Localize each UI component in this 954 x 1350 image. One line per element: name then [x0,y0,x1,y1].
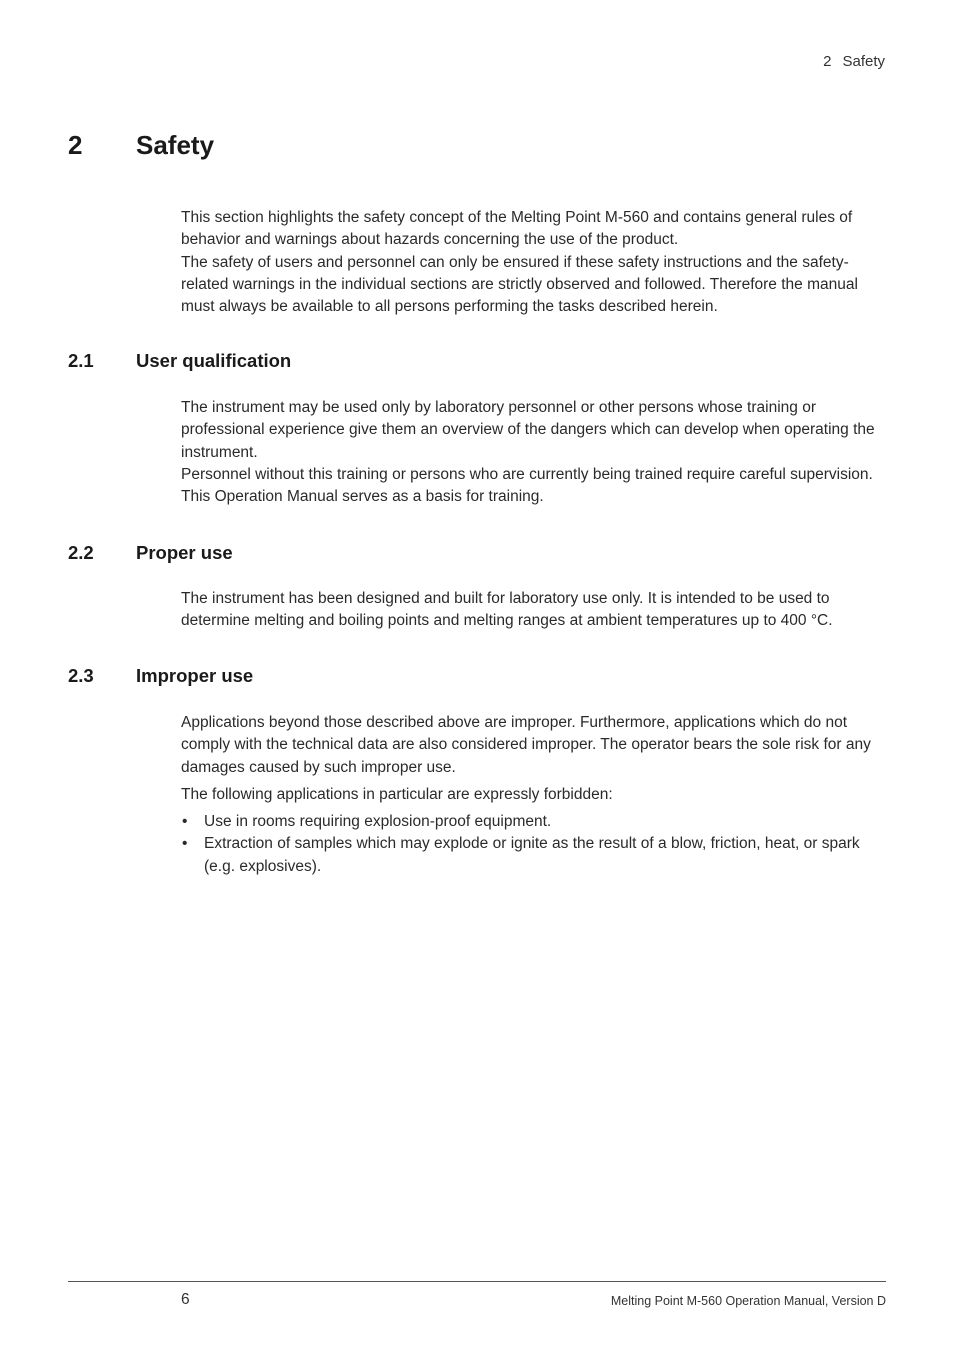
intro-paragraph: This section highlights the safety concept of the Melting Point M-560 and contains general rules of behavior and warnings about hazards concerning the use of the product. [181,209,853,249]
body-paragraph: The instrument may be used only by laboratory personnel or other persons whose training or professional experience give them an overview of the dangers which can develop when operating the instrument. [181,399,875,461]
footer-divider [68,1281,886,1282]
section-number: 2.1 [68,350,94,371]
footer-document-title: Melting Point M-560 Operation Manual, Version D [610,1294,886,1308]
bullet-glyph: • [182,835,188,853]
list-item-text: Use in rooms requiring explosion-proof equipment. [204,813,552,831]
section-title: User qualification [136,350,292,371]
intro-paragraph: The safety of users and personnel can only be ensured if these safety instructions and the safety-related warnings in the individual sections are strictly observed and followed. Therefore the manual must always be available to all persons performing the tasks described herein. [181,253,858,316]
improper-use-text [181,712,886,878]
user-qualification-text [181,397,886,508]
running-header-chapter-title: Safety [842,53,885,70]
body-paragraph: The following applications in particular are expressly forbidden: [181,785,613,803]
running-header [823,53,885,70]
list-item-text: Extraction of samples which may explode or ignite as the result of a blow, friction, heat, or spark (e.g. explosives). [204,835,860,875]
section-title: Improper use [136,665,254,686]
list-item [181,811,886,833]
intro-text [181,207,886,318]
section-number: 2.3 [68,665,94,686]
chapter-number: 2 [68,130,83,160]
bullet-glyph: • [182,813,188,831]
page-number: 6 [181,1291,190,1308]
list-item [181,833,886,878]
body-paragraph: Applications beyond those described above are improper. Furthermore, applications which do not comply with the technical data are also considered improper. The operator bears the sole risk for any damages caused by such improper use. [181,714,871,776]
running-header-chapter-number: 2 [823,53,832,70]
section-heading-improper-use [68,665,253,687]
section-number: 2.2 [68,542,94,563]
forbidden-applications-list [181,811,886,878]
section-heading-user-qualification [68,350,291,372]
body-paragraph: Personnel without this training or persons who are currently being trained require careful supervision. This Operation Manual serves as a basis for training. [181,465,873,506]
section-title: Proper use [136,542,233,563]
section-heading-proper-use [68,542,233,564]
body-paragraph: The instrument has been designed and built for laboratory use only. It is intended to be used to determine melting and boiling points and melting ranges at ambient temperatures up to 400 °C. [181,590,833,630]
chapter-title: Safety [136,130,215,160]
proper-use-text [181,588,886,633]
chapter-heading [68,130,214,161]
